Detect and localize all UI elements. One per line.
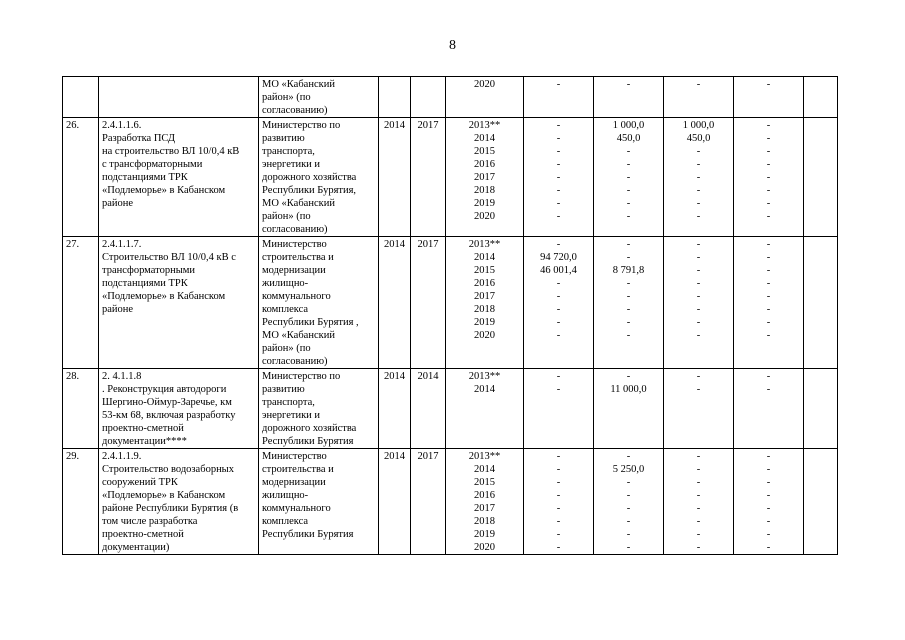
executor-line: Республики Бурятия — [262, 436, 354, 447]
page-number: 8 — [449, 38, 456, 53]
funding-cell-2 — [594, 237, 664, 369]
funding-value-line: - — [766, 516, 771, 527]
years-cell — [446, 77, 524, 118]
funding-value-line: - — [626, 451, 631, 462]
year-line: 2019 — [474, 529, 495, 540]
funding-value-line: - — [556, 120, 561, 131]
year-line: 2013** — [468, 120, 501, 131]
executor-line: модернизации — [262, 477, 326, 488]
funding-value-line: 450,0 — [686, 133, 711, 144]
start-year-cell — [379, 77, 411, 118]
year-line: 2016 — [474, 159, 495, 170]
funding-value-line: - — [696, 159, 701, 170]
measure-name-line: документации**** — [102, 436, 187, 447]
funding-value-line: - — [626, 211, 631, 222]
funding-value-line: - — [766, 384, 771, 395]
funding-value-line: - — [626, 371, 631, 382]
funding-value-line: - — [696, 371, 701, 382]
funding-value-line: - — [766, 291, 771, 302]
funding-value-line: - — [696, 239, 701, 250]
funding-cell-1 — [524, 77, 594, 118]
measure-name-line: «Подлеморье» в Кабанском — [102, 490, 226, 501]
end-year-cell: 2017 — [411, 449, 446, 555]
executor-line: развитию — [262, 133, 305, 144]
measure-name-line: Шергино-Оймур-Заречье, км — [102, 397, 232, 408]
funding-value-line: - — [766, 477, 771, 488]
funding-value-line: 46 001,4 — [540, 265, 577, 276]
table-row — [63, 237, 838, 369]
funding-value-line: - — [626, 304, 631, 315]
funding-value-line: - — [696, 211, 701, 222]
measure-name-line: 2.4.1.1.6. — [102, 120, 142, 131]
row-number-cell: 27. — [63, 237, 99, 369]
funding-value-line: - — [766, 172, 771, 183]
executor-line: район» (по — [262, 211, 311, 222]
start-year-cell: 2014 — [379, 118, 411, 237]
funding-value-line: - — [626, 278, 631, 289]
funding-value-line: - — [696, 464, 701, 475]
funding-value-line: 1 000,0 — [612, 120, 645, 131]
executor-line: согласованию) — [262, 224, 328, 235]
executor-line: модернизации — [262, 265, 326, 276]
executor-line: энергетики и — [262, 410, 321, 421]
measure-name-line: Строительство ВЛ 10/0,4 кВ с — [102, 252, 236, 263]
year-line: 2017 — [474, 291, 495, 302]
year-line: 2020 — [474, 79, 495, 90]
table-row — [63, 77, 838, 118]
row-number-cell: 29. — [63, 449, 99, 555]
funding-value-line: - — [556, 464, 561, 475]
measure-name-line: 2.4.1.1.7. — [102, 239, 142, 250]
executor-line: Республики Бурятия, — [262, 185, 357, 196]
funding-value-line: - — [696, 542, 701, 553]
funding-cell-4 — [734, 118, 804, 237]
blank-cell — [804, 369, 838, 449]
funding-value-line: - — [766, 451, 771, 462]
funding-value-line: - — [766, 317, 771, 328]
measure-name-cell — [99, 237, 259, 369]
executor-line: согласованию) — [262, 356, 328, 367]
funding-value-line: - — [626, 490, 631, 501]
funding-value-line: - — [766, 542, 771, 553]
funding-value-line: - — [696, 529, 701, 540]
funding-value-line: - — [556, 384, 561, 395]
funding-value-line: - — [556, 330, 561, 341]
funding-value-line: - — [766, 79, 771, 90]
measure-name-cell — [99, 449, 259, 555]
years-cell — [446, 118, 524, 237]
year-line: 2018 — [474, 304, 495, 315]
funding-value-line: - — [766, 198, 771, 209]
executor-line: Министерство по — [262, 120, 341, 131]
funding-value-line: - — [556, 198, 561, 209]
measure-name-line: 2.4.1.1.9. — [102, 451, 142, 462]
funding-value-line: - — [626, 185, 631, 196]
executor-line: строительства и — [262, 464, 334, 475]
year-line: 2014 — [474, 464, 495, 475]
end-year-cell: 2017 — [411, 237, 446, 369]
year-line: 2014 — [474, 384, 495, 395]
funding-value-line: - — [766, 503, 771, 514]
measure-name-line: «Подлеморье» в Кабанском — [102, 291, 226, 302]
funding-value-line: - — [696, 172, 701, 183]
measure-name-line: «Подлеморье» в Кабанском — [102, 185, 226, 196]
funding-value-line: 450,0 — [616, 133, 641, 144]
executor-cell — [259, 369, 379, 449]
measure-name-line: 53-км 68, включая разработку — [102, 410, 236, 421]
blank-cell — [804, 77, 838, 118]
funding-value-line: - — [696, 252, 701, 263]
funding-value-line: - — [626, 239, 631, 250]
funding-cell-1 — [524, 449, 594, 555]
funding-value-line: - — [766, 265, 771, 276]
executor-line: МО «Кабанский — [262, 198, 335, 209]
blank-cell — [804, 118, 838, 237]
funding-value-line: - — [766, 371, 771, 382]
year-line: 2019 — [474, 317, 495, 328]
executor-cell — [259, 118, 379, 237]
funding-cell-1 — [524, 237, 594, 369]
measure-name-line: трансформаторными — [102, 265, 196, 276]
measure-name-line: проектно-сметной — [102, 423, 184, 434]
funding-cell-3 — [664, 369, 734, 449]
funding-cell-2 — [594, 449, 664, 555]
funding-value-line: - — [556, 451, 561, 462]
year-line: 2013** — [468, 451, 501, 462]
funding-value-line: - — [626, 317, 631, 328]
funding-value-line: - — [766, 146, 771, 157]
funding-value-line: - — [626, 516, 631, 527]
year-line: 2015 — [474, 477, 495, 488]
funding-value-line: 11 000,0 — [610, 384, 647, 395]
funding-value-line: - — [626, 529, 631, 540]
measure-name-line: Строительство водозаборных — [102, 464, 234, 475]
blank-cell — [804, 449, 838, 555]
funding-value-line: - — [626, 172, 631, 183]
funding-value-line: - — [696, 317, 701, 328]
year-line: 2020 — [474, 211, 495, 222]
year-line: 2014 — [474, 133, 495, 144]
measure-name-line: районе — [102, 198, 134, 209]
executor-line: транспорта, — [262, 397, 315, 408]
funding-value-line: - — [696, 278, 701, 289]
year-line: 2018 — [474, 185, 495, 196]
executor-line: МО «Кабанский — [262, 330, 335, 341]
funding-cell-1 — [524, 118, 594, 237]
measure-name-cell — [99, 118, 259, 237]
funding-value-line: - — [556, 291, 561, 302]
funding-value-line: - — [766, 185, 771, 196]
year-line: 2014 — [474, 252, 495, 263]
measure-name-line: том числе разработка — [102, 516, 198, 527]
funding-value-line: - — [696, 146, 701, 157]
executor-cell — [259, 449, 379, 555]
funding-value-line: - — [766, 120, 771, 131]
executor-cell — [259, 77, 379, 118]
end-year-cell: 2017 — [411, 118, 446, 237]
executor-line: транспорта, — [262, 146, 315, 157]
funding-value-line: 8 791,8 — [612, 265, 645, 276]
end-year-cell — [411, 77, 446, 118]
funding-value-line: 1 000,0 — [682, 120, 715, 131]
measure-name-line: районе Республики Бурятия (в — [102, 503, 239, 514]
funding-value-line: - — [696, 265, 701, 276]
funding-cell-3 — [664, 77, 734, 118]
year-line: 2016 — [474, 490, 495, 501]
year-line: 2015 — [474, 146, 495, 157]
funding-value-line: - — [556, 133, 561, 144]
year-line: 2018 — [474, 516, 495, 527]
funding-value-line: - — [766, 159, 771, 170]
funding-value-line: - — [556, 490, 561, 501]
funding-value-line: - — [626, 159, 631, 170]
funding-value-line: - — [766, 464, 771, 475]
funding-value-line: - — [626, 146, 631, 157]
row-number-cell — [63, 77, 99, 118]
funding-value-line: - — [626, 198, 631, 209]
table-body — [63, 77, 838, 555]
funding-value-line: - — [696, 291, 701, 302]
funding-cell-3 — [664, 118, 734, 237]
year-line: 2015 — [474, 265, 495, 276]
executor-line: Республики Бурятия — [262, 529, 354, 540]
funding-value-line: - — [556, 477, 561, 488]
funding-value-line: - — [696, 330, 701, 341]
executor-cell — [259, 237, 379, 369]
funding-value-line: - — [766, 304, 771, 315]
funding-value-line: - — [696, 451, 701, 462]
table-row — [63, 118, 838, 237]
funding-value-line: 5 250,0 — [612, 464, 645, 475]
year-line: 2017 — [474, 503, 495, 514]
executor-line: Республики Бурятия , — [262, 317, 359, 328]
measure-name-line: районе — [102, 304, 134, 315]
executor-line: жилищно- — [262, 278, 309, 289]
funding-value-line: - — [556, 172, 561, 183]
years-cell — [446, 369, 524, 449]
measure-name-line: проектно-сметной — [102, 529, 184, 540]
start-year-cell: 2014 — [379, 237, 411, 369]
funding-value-line: - — [696, 516, 701, 527]
measure-name-cell — [99, 77, 259, 118]
start-year-cell: 2014 — [379, 369, 411, 449]
funding-value-line: - — [626, 252, 631, 263]
funding-value-line: - — [556, 529, 561, 540]
executor-line: дорожного хозяйства — [262, 423, 357, 434]
funding-value-line: - — [626, 291, 631, 302]
table-row — [63, 369, 838, 449]
funding-value-line: - — [556, 211, 561, 222]
executor-line: строительства и — [262, 252, 334, 263]
funding-value-line: - — [556, 239, 561, 250]
funding-value-line: - — [696, 79, 701, 90]
years-cell — [446, 237, 524, 369]
funding-value-line: - — [556, 146, 561, 157]
executor-line: район» (по — [262, 92, 311, 103]
executor-line: Министерство по — [262, 371, 341, 382]
funding-value-line: - — [626, 79, 631, 90]
year-line: 2016 — [474, 278, 495, 289]
funding-value-line: - — [556, 185, 561, 196]
funding-value-line: 94 720,0 — [540, 252, 577, 263]
funding-value-line: - — [766, 133, 771, 144]
executor-line: коммунального — [262, 291, 331, 302]
measure-name-line: с трансформаторными — [102, 159, 203, 170]
executor-line: дорожного хозяйства — [262, 172, 357, 183]
executor-line: комплекса — [262, 516, 309, 527]
executor-line: МО «Кабанский — [262, 79, 335, 90]
measure-name-line: документации) — [102, 542, 170, 553]
executor-line: энергетики и — [262, 159, 321, 170]
table-row — [63, 449, 838, 555]
funding-value-line: - — [696, 185, 701, 196]
executor-line: жилищно- — [262, 490, 309, 501]
funding-cell-2 — [594, 77, 664, 118]
executor-line: развитию — [262, 384, 305, 395]
funding-value-line: - — [556, 159, 561, 170]
funding-value-line: - — [556, 542, 561, 553]
years-cell — [446, 449, 524, 555]
funding-value-line: - — [696, 384, 701, 395]
executor-line: Министерство — [262, 239, 327, 250]
funding-value-line: - — [766, 330, 771, 341]
funding-cell-4 — [734, 449, 804, 555]
measure-name-line: подстанциями ТРК — [102, 172, 188, 183]
funding-value-line: - — [556, 79, 561, 90]
executor-line: комплекса — [262, 304, 309, 315]
executor-line: коммунального — [262, 503, 331, 514]
funding-value-line: - — [696, 304, 701, 315]
funding-value-line: - — [626, 477, 631, 488]
funding-value-line: - — [626, 330, 631, 341]
start-year-cell: 2014 — [379, 449, 411, 555]
funding-value-line: - — [766, 252, 771, 263]
funding-value-line: - — [696, 198, 701, 209]
funding-value-line: - — [766, 278, 771, 289]
funding-value-line: - — [626, 542, 631, 553]
funding-cell-1 — [524, 369, 594, 449]
year-line: 2020 — [474, 542, 495, 553]
funding-value-line: - — [696, 490, 701, 501]
row-number-cell: 26. — [63, 118, 99, 237]
year-line: 2013** — [468, 371, 501, 382]
year-line: 2019 — [474, 198, 495, 209]
funding-cell-3 — [664, 449, 734, 555]
measure-name-cell — [99, 369, 259, 449]
funding-value-line: - — [556, 516, 561, 527]
program-table — [62, 76, 838, 555]
funding-value-line: - — [626, 503, 631, 514]
funding-value-line: - — [556, 317, 561, 328]
year-line: 2017 — [474, 172, 495, 183]
funding-cell-3 — [664, 237, 734, 369]
funding-cell-4 — [734, 77, 804, 118]
funding-cell-4 — [734, 237, 804, 369]
row-number-cell: 28. — [63, 369, 99, 449]
funding-value-line: - — [696, 477, 701, 488]
measure-name-line: . Реконструкция автодороги — [102, 384, 227, 395]
end-year-cell: 2014 — [411, 369, 446, 449]
measure-name-line: Разработка ПСД — [102, 133, 176, 144]
measure-name-line: сооружений ТРК — [102, 477, 178, 488]
funding-value-line: - — [556, 278, 561, 289]
measure-name-line: подстанциями ТРК — [102, 278, 188, 289]
executor-line: район» (по — [262, 343, 311, 354]
funding-value-line: - — [766, 239, 771, 250]
measure-name-line: 2. 4.1.1.8 — [102, 371, 142, 382]
funding-value-line: - — [766, 490, 771, 501]
blank-cell — [804, 237, 838, 369]
funding-cell-2 — [594, 369, 664, 449]
executor-line: Министерство — [262, 451, 327, 462]
year-line: 2013** — [468, 239, 501, 250]
funding-value-line: - — [556, 371, 561, 382]
funding-value-line: - — [556, 503, 561, 514]
funding-value-line: - — [696, 503, 701, 514]
funding-cell-4 — [734, 369, 804, 449]
funding-value-line: - — [766, 529, 771, 540]
year-line: 2020 — [474, 330, 495, 341]
executor-line: согласованию) — [262, 105, 328, 116]
funding-value-line: - — [766, 211, 771, 222]
funding-value-line: - — [556, 304, 561, 315]
measure-name-line: на строительство ВЛ 10/0,4 кВ — [102, 146, 240, 157]
funding-cell-2 — [594, 118, 664, 237]
